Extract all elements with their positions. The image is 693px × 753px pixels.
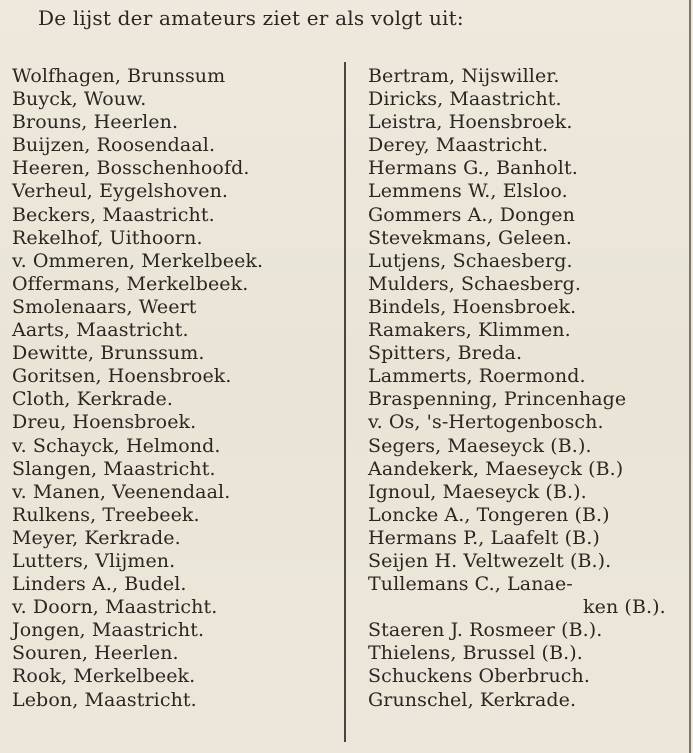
list-item: Ignoul, Maeseyck (B.). xyxy=(368,480,587,503)
list-item: Meyer, Kerkrade. xyxy=(12,526,181,549)
list-item: Diricks, Maastricht. xyxy=(368,88,562,111)
list-item: Staeren J. Rosmeer (B.). xyxy=(368,619,603,642)
list-item: Dewitte, Brunssum. xyxy=(12,342,205,365)
list-item: Linders A., Budel. xyxy=(12,573,187,596)
list-item: Jongen, Maastricht. xyxy=(12,619,205,642)
list-item: Thielens, Brussel (B.). xyxy=(368,642,583,665)
list-item: Rulkens, Treebeek. xyxy=(12,503,200,526)
list-item: Bindels, Hoensbroek. xyxy=(368,295,577,318)
list-item: v. Os, 's-Hertogenbosch. xyxy=(368,411,604,434)
list-item: Leistra, Hoensbroek. xyxy=(368,111,573,134)
list-item: Braspenning, Princenhage xyxy=(368,388,627,411)
list-item: Aandekerk, Maeseyck (B.) xyxy=(368,457,624,480)
list-item: Smolenaars, Weert xyxy=(12,295,197,318)
list-item: Bertram, Nijswiller. xyxy=(368,65,560,87)
list-item: Lammerts, Roermond. xyxy=(368,365,586,388)
list-item: Verheul, Eygelshoven. xyxy=(12,180,229,203)
list-item: Beckers, Maastricht. xyxy=(12,203,215,226)
list-item: Cloth, Kerkrade. xyxy=(12,388,173,411)
amateur-list-right xyxy=(368,65,666,712)
amateur-list-left xyxy=(12,65,263,712)
list-item: v. Schayck, Helmond. xyxy=(12,434,221,457)
list-item: Rekelhof, Uithoorn. xyxy=(12,226,203,249)
list-item: Hermans G., Banholt. xyxy=(368,157,578,180)
page-edge-line xyxy=(689,0,691,753)
list-item: Lutters, Vlijmen. xyxy=(12,549,176,572)
intro-line: De lijst der amateurs ziet er als volgt uit: xyxy=(38,6,464,30)
list-item: Rook, Merkelbeek. xyxy=(12,665,196,688)
list-item: Ramakers, Klimmen. xyxy=(368,319,571,342)
list-item: Heeren, Bosschenhoofd. xyxy=(12,157,250,180)
list-item: Derey, Maastricht. xyxy=(368,134,549,157)
list-item: v. Doorn, Maastricht. xyxy=(12,596,218,619)
list-item: Stevekmans, Geleen. xyxy=(368,226,572,249)
list-item: Wolfhagen, Brunssum xyxy=(12,65,226,87)
list-item: Offermans, Merkelbeek. xyxy=(12,272,249,295)
list-item: Goritsen, Hoensbroek. xyxy=(12,365,232,388)
list-item: Lutjens, Schaesberg. xyxy=(368,249,573,272)
column-divider xyxy=(344,62,346,742)
list-item: Spitters, Breda. xyxy=(368,342,523,365)
list-item: Lebon, Maastricht. xyxy=(12,688,197,711)
list-item: Slangen, Maastricht. xyxy=(12,457,216,480)
list-item: v. Ommeren, Merkelbeek. xyxy=(12,249,264,272)
list-item: Tullemans C., Lanae- xyxy=(368,573,573,596)
list-item: Seijen H. Veltwezelt (B.). xyxy=(368,549,612,572)
list-item: Dreu, Hoensbroek. xyxy=(12,411,197,434)
list-item: Souren, Heerlen. xyxy=(12,642,179,665)
list-item: Hermans P., Laafelt (B.) xyxy=(368,526,600,549)
list-item: Buijzen, Roosendaal. xyxy=(12,134,216,157)
list-item: Gommers A., Dongen xyxy=(368,203,575,226)
list-item: Segers, Maeseyck (B.). xyxy=(368,434,592,457)
list-item: Schuckens Oberbruch. xyxy=(368,665,591,688)
list-item: Grunschel, Kerkrade. xyxy=(368,688,577,711)
list-item: Mulders, Schaesberg. xyxy=(368,272,581,295)
list-item: Loncke A., Tongeren (B.) xyxy=(368,503,610,526)
list-item: Buyck, Wouw. xyxy=(12,88,147,111)
list-item: Brouns, Heerlen. xyxy=(12,111,179,134)
list-item: Lemmens W., Elsloo. xyxy=(368,180,568,203)
list-item: Aarts, Maastricht. xyxy=(12,319,189,342)
continuation-text: ken (B.). xyxy=(583,596,666,619)
list-item: v. Manen, Veenendaal. xyxy=(12,480,231,503)
list-item-continuation xyxy=(368,596,666,619)
